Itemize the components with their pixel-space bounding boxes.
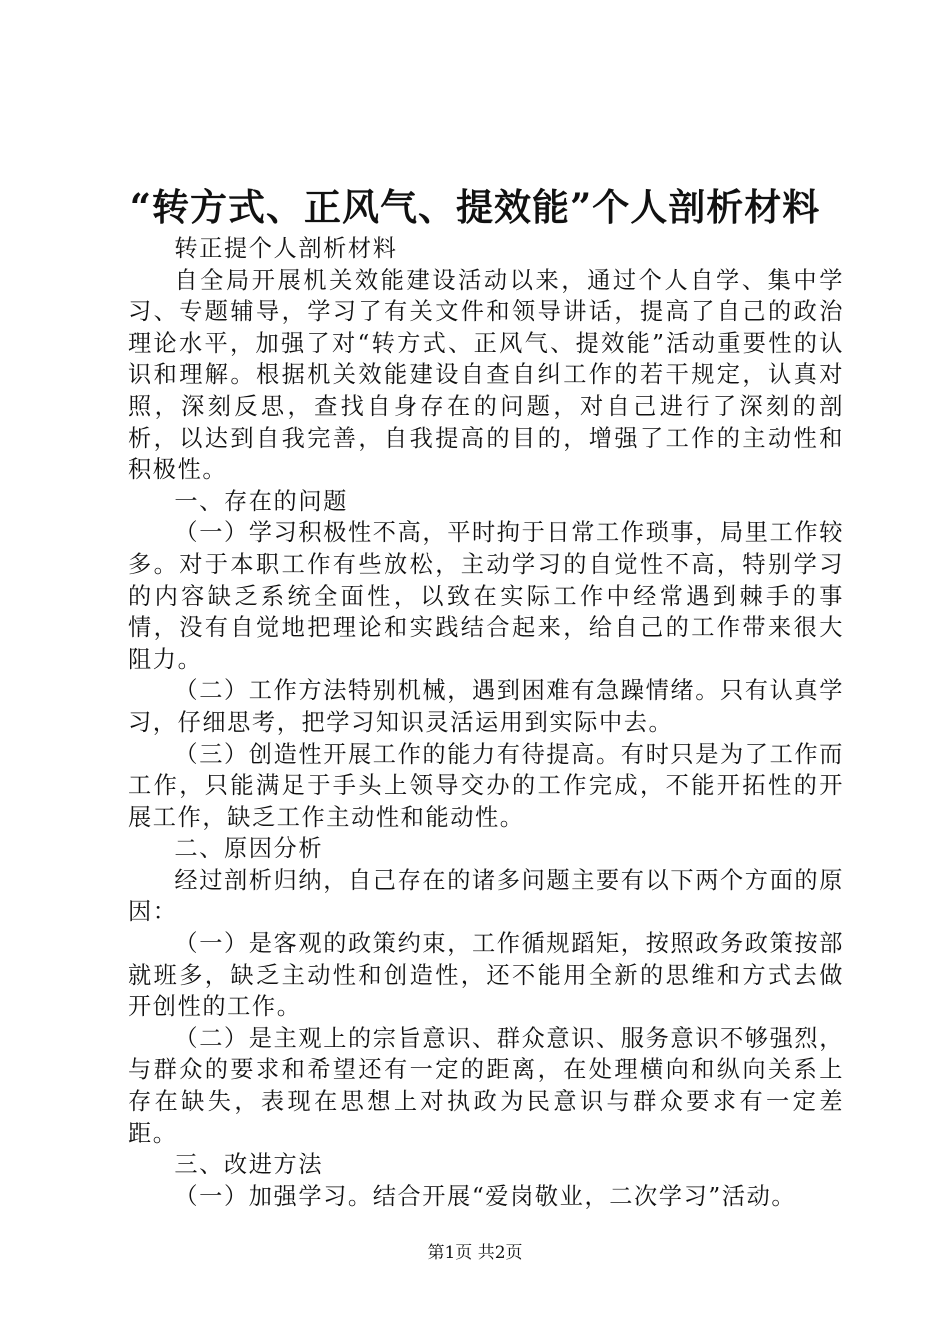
improvement-1-paragraph: （一）加强学习。结合开展“爱岗敬业，二次学习”活动。 (174, 1182, 797, 1210)
page-footer: 第1页 共2页 (427, 1243, 523, 1263)
section-heading-causes: 二、原因分析 (174, 835, 324, 863)
causes-intro-paragraph: 经过剖析归纳，自己存在的诸多问题主要有以下两个方面的原因： (128, 866, 844, 926)
section-heading-problems: 一、存在的问题 (174, 487, 348, 515)
problem-3-paragraph: （三）创造性开展工作的能力有待提高。有时只是为了工作而工作，只能满足于手头上领导交办的工作完成，不能开拓性的开展工作，缺乏工作主动性和能动性。 (128, 740, 844, 831)
cause-1-paragraph: （一）是客观的政策约束，工作循规蹈矩，按照政务政策按部就班多，缺乏主动性和创造性，还不能用全新的思维和方式去做开创性的工作。 (128, 930, 844, 1021)
cause-2-paragraph: （二）是主观上的宗旨意识、群众意识、服务意识不够强烈，与群众的要求和希望还有一定的距离，在处理横向和纵向关系上存在缺失，表现在思想上对执政为民意识与群众要求有一定差距。 (128, 1024, 844, 1147)
problem-1-paragraph: （一）学习积极性不高，平时拘于日常工作琐事，局里工作较多。对于本职工作有些放松，主动学习的自觉性不高，特别学习的内容缺乏系统全面性，以致在实际工作中经常遇到棘手的事情，没有自觉地把理论和实践结合起来，给自己的工作带来很大阻力。 (128, 519, 844, 673)
subtitle-paragraph: 转正提个人剖析材料 (174, 235, 398, 262)
document-title: “转方式、正风气、提效能”个人剖析材料 (129, 185, 821, 229)
document-body (128, 233, 844, 1212)
section-heading-improvements: 三、改进方法 (174, 1151, 324, 1179)
intro-paragraph: 自全局开展机关效能建设活动以来，通过个人自学、集中学习、专题辅导，学习了有关文件和领导讲话，提高了自己的政治理论水平，加强了对“转方式、正风气、提效能”活动重要性的认识和理解。根据机关效能建设自查自纠工作的若干规定，认真对照，深刻反思，查找自身存在的问题，对自己进行了深刻的剖析，以达到自我完善，自我提高的目的，增强了工作的主动性和积极性。 (128, 266, 844, 484)
problem-2-paragraph: （二）工作方法特别机械，遇到困难有急躁情绪。只有认真学习，仔细思考，把学习知识灵活运用到实际中去。 (128, 677, 844, 736)
